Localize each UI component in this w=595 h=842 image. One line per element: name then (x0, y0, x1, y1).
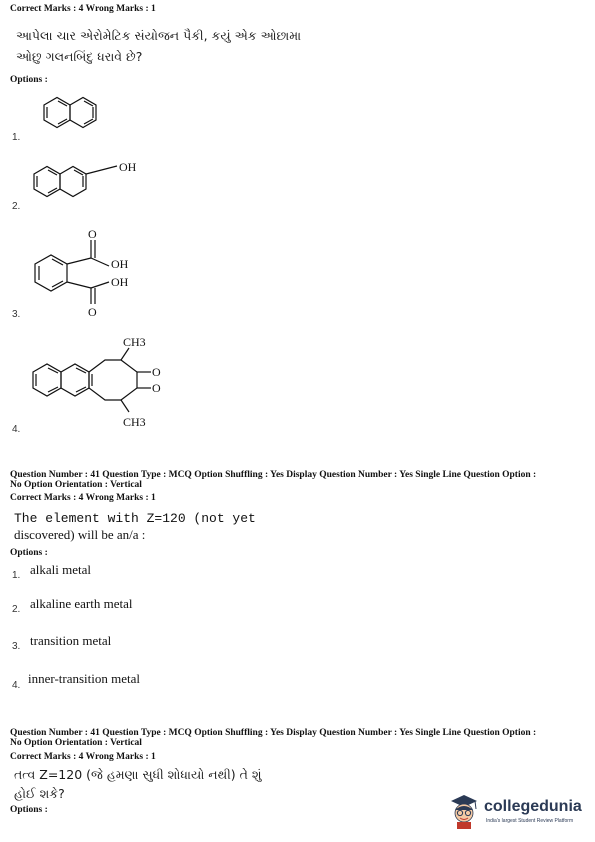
q2-header-line2: No Option Orientation : Vertical (10, 480, 142, 490)
mascot-icon (447, 792, 481, 830)
q3-header-line2: No Option Orientation : Vertical (10, 738, 142, 748)
o2-label: O (152, 381, 161, 395)
ch3-top-label: CH3 (123, 335, 146, 349)
q2-header-line1: Question Number : 41 Question Type : MCQ Option Shuffling : Yes Display Question Number : Yes Single Line Question Option : (10, 470, 537, 480)
q2-option-2-number: 2. (12, 604, 21, 615)
q2-option-3-number: 3. (12, 641, 21, 652)
oh-label: OH (119, 160, 137, 174)
anthracenedione-structure (25, 330, 175, 435)
q2-option-1-text: alkali metal (30, 562, 92, 577)
oh-label-2: OH (111, 275, 129, 289)
oh-label-1: OH (111, 257, 129, 271)
o-bottom-label: O (88, 305, 97, 319)
ch3-bottom-label: CH3 (123, 415, 146, 429)
o-top-label: O (88, 227, 97, 241)
q1-option-3-number: 3. (12, 309, 21, 320)
q1-marks: Correct Marks : 4 Wrong Marks : 1 (10, 4, 156, 14)
q2-option-3-text: transition metal (30, 633, 112, 648)
o1-label: O (152, 365, 161, 379)
q1-text-line1: આપેલા ચાર એરોમેટિક સંયોજન પૈકી, કયું એક ઓછામા (16, 28, 302, 43)
logo-name: collegedunia (484, 798, 582, 815)
collegedunia-logo (447, 792, 587, 832)
q1-option-2-number: 2. (12, 201, 21, 212)
q2-option-1-number: 1. (12, 570, 21, 581)
q1-option-4-number: 4. (12, 424, 21, 435)
q2-option-2-text: alkaline earth metal (30, 596, 133, 611)
logo-tagline: India's largest Student Review Platform (486, 818, 574, 824)
q1-option-1-number: 1. (12, 132, 21, 143)
q1-text-line2: ઓછુ ગલનબિંદુ ધરાવે છે? (16, 49, 143, 64)
q2-text-line1: The element with Z=120 (not yet (14, 511, 256, 526)
naphthol-structure (25, 152, 155, 212)
q2-text-line2: discovered) will be an/a : (14, 527, 146, 542)
q3-text-line2: હોઈ શકે? (14, 786, 65, 801)
q3-text-line1: તત્વ Z=120 (જે હમણા સુધી શોધાયો નથી) તે શું (14, 767, 262, 782)
q3-header-line1: Question Number : 41 Question Type : MCQ Option Shuffling : Yes Display Question Number : Yes Single Line Question Option : (10, 728, 537, 738)
q2-options-label: Options : (10, 548, 48, 558)
q1-options-label: Options : (10, 75, 48, 85)
q3-marks: Correct Marks : 4 Wrong Marks : 1 (10, 752, 156, 762)
naphthalene-structure (25, 90, 125, 145)
q2-option-4-number: 4. (12, 680, 21, 691)
q2-marks: Correct Marks : 4 Wrong Marks : 1 (10, 493, 156, 503)
q2-option-4-text: inner-transition metal (28, 671, 141, 686)
phthalic-acid-structure (25, 226, 155, 321)
q3-options-label: Options : (10, 805, 48, 815)
